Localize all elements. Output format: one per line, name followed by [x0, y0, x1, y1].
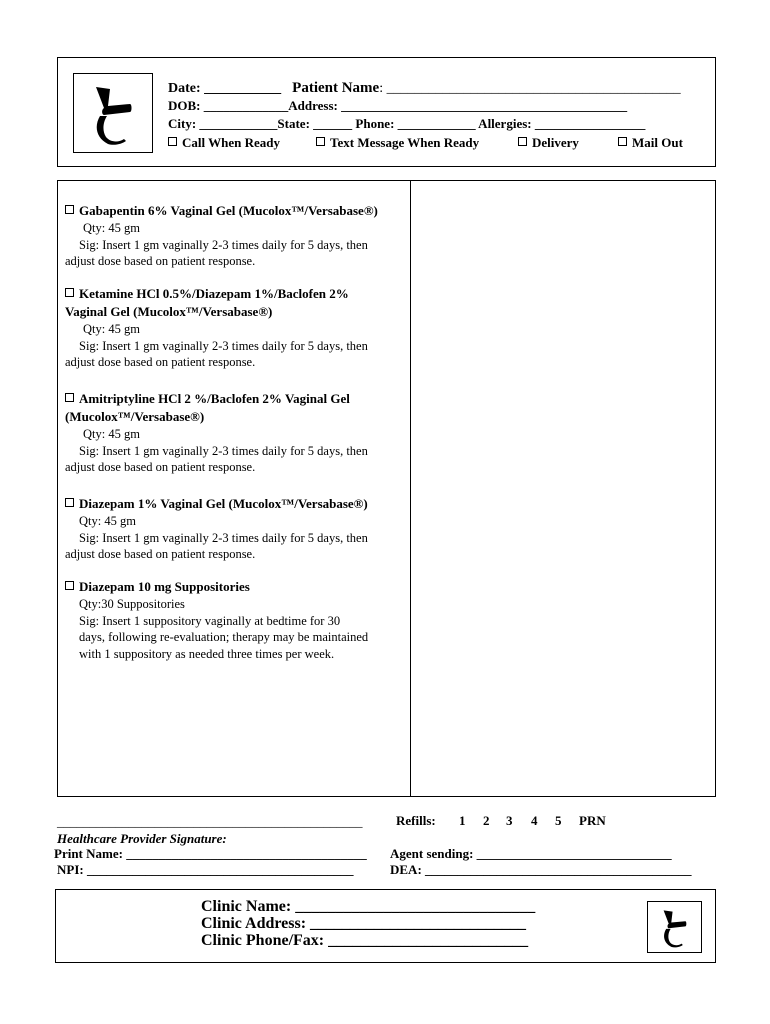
- refills-label: Refills:: [396, 813, 436, 828]
- option-delivery[interactable]: Delivery: [518, 135, 579, 151]
- clinic-phone-field[interactable]: Clinic Phone/Fax: _________________________: [201, 932, 529, 949]
- prescription-item[interactable]: Gabapentin 6% Vaginal Gel (Mucolox™/Versabase®) Qty: 45 gm Sig: Insert 1 gm vaginally 2-3 times daily for 5 days, then adjust dose based on patient response.: [65, 203, 378, 268]
- signature-label: Healthcare Provider Signature:: [57, 831, 227, 846]
- clinic-box: [55, 889, 716, 963]
- refill-option-3[interactable]: 3: [506, 813, 513, 828]
- pharmacy-logo: [73, 73, 153, 153]
- patient-name-label: Patient Name: [292, 80, 380, 96]
- date-label: Date: ___________: [168, 81, 282, 96]
- prescription-item[interactable]: Ketamine HCl 0.5%/Diazepam 1%/Baclofen 2% Vaginal Gel (Mucolox™/Versabase®) Qty: 45 gm Sig: Insert 1 gm vaginally 2-3 times daily for 5 days, then adjust dose based on patient response.: [65, 286, 368, 369]
- checkbox-icon: [65, 205, 74, 214]
- refill-option-1[interactable]: 1: [459, 813, 466, 828]
- option-call-when-ready[interactable]: Call When Ready: [168, 135, 280, 151]
- refill-option-prn[interactable]: PRN: [579, 813, 606, 828]
- checkbox-icon: [316, 137, 325, 146]
- option-text-message[interactable]: Text Message When Ready: [316, 135, 479, 151]
- option-mail-out[interactable]: Mail Out: [618, 135, 683, 151]
- dob-label: DOB: [168, 98, 197, 113]
- checkbox-icon: [65, 393, 74, 402]
- dea-field[interactable]: DEA: _________________________________________: [390, 862, 692, 877]
- checkbox-icon: [65, 288, 74, 297]
- prescription-item[interactable]: Diazepam 1% Vaginal Gel (Mucolox™/Versabase®) Qty: 45 gm Sig: Insert 1 gm vaginally 2-3 times daily for 5 days, then adjust dose based on patient response.: [65, 496, 368, 561]
- checkbox-icon: [518, 137, 527, 146]
- header-box: [57, 57, 716, 167]
- agent-sending-field[interactable]: Agent sending: ______________________________: [390, 846, 672, 861]
- checkbox-icon: [168, 137, 177, 146]
- city-state-phone-allergies-field[interactable]: City: ____________State: ______ Phone: ____________ Allergies: _________________: [168, 116, 646, 131]
- clinic-name-field[interactable]: Clinic Name: ______________________________: [201, 898, 536, 915]
- clinic-address-field[interactable]: Clinic Address: ___________________________: [201, 915, 527, 932]
- patient-name-field[interactable]: : __________________________________________: [379, 81, 681, 96]
- dob-address-field[interactable]: : _____________Address: ____________________________________________: [196, 98, 628, 113]
- npi-field[interactable]: NPI: _________________________________________: [57, 862, 354, 877]
- signature-line[interactable]: _______________________________________________: [57, 814, 363, 829]
- refill-option-2[interactable]: 2: [483, 813, 490, 828]
- refill-option-5[interactable]: 5: [555, 813, 562, 828]
- prescription-item[interactable]: Amitriptyline HCl 2 %/Baclofen 2% Vaginal Gel (Mucolox™/Versabase®) Qty: 45 gm Sig: Insert 1 gm vaginally 2-3 times daily for 5 days, then adjust dose based on patient response.: [65, 391, 368, 474]
- checkbox-icon: [65, 498, 74, 507]
- checkbox-icon: [618, 137, 627, 146]
- print-name-field[interactable]: Print Name: _____________________________________: [54, 846, 367, 861]
- mortar-pestle-icon: [74, 74, 152, 152]
- column-divider: [410, 181, 411, 796]
- prescriptions-box: [57, 180, 716, 797]
- prescription-item[interactable]: Diazepam 10 mg Suppositories Qty:30 Suppositories Sig: Insert 1 suppository vaginally at bedtime for 30 days, following re-evaluation; therapy may be maintained with 1 suppository as needed three times per week.: [65, 578, 410, 662]
- clinic-logo: [647, 901, 702, 953]
- checkbox-icon: [65, 581, 74, 590]
- refill-option-4[interactable]: 4: [531, 813, 538, 828]
- mortar-pestle-icon: [648, 902, 701, 952]
